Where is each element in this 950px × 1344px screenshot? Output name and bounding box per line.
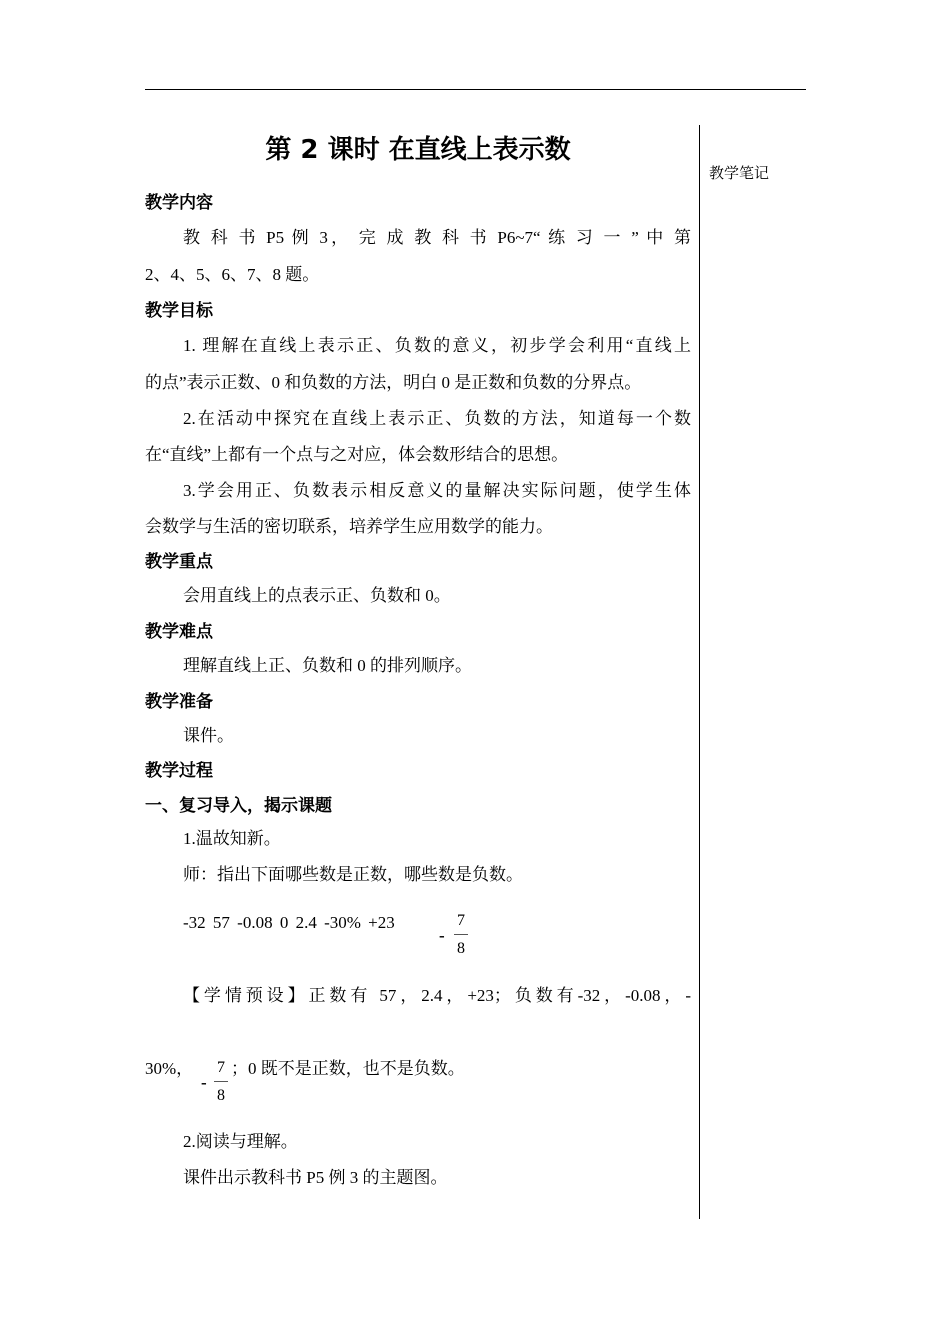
- heading-key-point: 教学重点: [145, 552, 213, 572]
- goal-1-line-2: 的点”表示正数、0 和负数的方法，明白 0 是正数和负数的分界点。: [145, 373, 642, 392]
- fraction-numerator-2: 7: [217, 1059, 225, 1076]
- preset-line-2-end: ；0 既不是正数，也不是负数。: [231, 1059, 465, 1078]
- fraction-numerator-1: 7: [457, 912, 465, 929]
- key-point-text: 会用直线上的点表示正、负数和 0。: [183, 586, 451, 605]
- content-line-2: 2、4、5、6、7、8 题。: [145, 265, 320, 284]
- preparation-text: 课件。: [183, 726, 234, 745]
- preset-line-2-start: 30%，: [145, 1059, 194, 1078]
- goal-2-line-2: 在“直线”上都有一个点与之对应，体会数形结合的思想。: [145, 445, 569, 464]
- fraction-denominator-1: 8: [457, 940, 465, 957]
- fraction-denominator-2: 8: [217, 1087, 225, 1104]
- page-title: 第 2 课时 在直线上表示数: [265, 135, 571, 165]
- heading-preparation: 教学准备: [145, 692, 213, 712]
- notes-column-divider: [699, 125, 700, 1219]
- step-2-text: 2.阅读与理解。: [183, 1132, 298, 1151]
- fraction-bar-1: [454, 934, 468, 935]
- difficulty-text: 理解直线上正、负数和 0 的排列顺序。: [183, 656, 472, 675]
- preset-line-1: 【学情预设】正数有 57，2.4，+23；负数有-32，-0.08，-: [183, 986, 691, 1005]
- goal-1-line-1: 1. 理解在直线上表示正、负数的意义，初步学会利用“直线上: [183, 336, 691, 355]
- heading-difficulty: 教学难点: [145, 622, 213, 642]
- number-list: -32 57 -0.08 0 2.4 -30% +23: [183, 913, 395, 932]
- header-rule: [145, 89, 806, 90]
- teacher-prompt: 师：指出下面哪些数是正数，哪些数是负数。: [183, 865, 523, 884]
- fraction-sign-1: -: [439, 926, 445, 945]
- step-1-text: 1.温故知新。: [183, 829, 281, 848]
- goal-2-line-1: 2.在活动中探究在直线上表示正、负数的方法，知道每一个数: [183, 409, 691, 428]
- goal-3-line-1: 3.学会用正、负数表示相反意义的量解决实际问题，使学生体: [183, 481, 691, 500]
- teaching-notes-label: 教学笔记: [709, 164, 770, 182]
- part-1-heading: 一、复习导入，揭示课题: [145, 796, 332, 816]
- heading-goals: 教学目标: [145, 301, 213, 321]
- fraction-sign-2: -: [201, 1073, 207, 1092]
- heading-content: 教学内容: [145, 193, 213, 213]
- heading-process: 教学过程: [145, 761, 213, 781]
- goal-3-line-2: 会数学与生活的密切联系，培养学生应用数学的能力。: [145, 517, 553, 536]
- fraction-bar-2: [214, 1081, 228, 1082]
- courseware-text: 课件出示教科书 P5 例 3 的主题图。: [183, 1168, 448, 1187]
- content-line-1: 教 科 书 P5 例 3， 完 成 教 科 书 P6~7“ 练 习 一 ” 中 第: [183, 228, 691, 247]
